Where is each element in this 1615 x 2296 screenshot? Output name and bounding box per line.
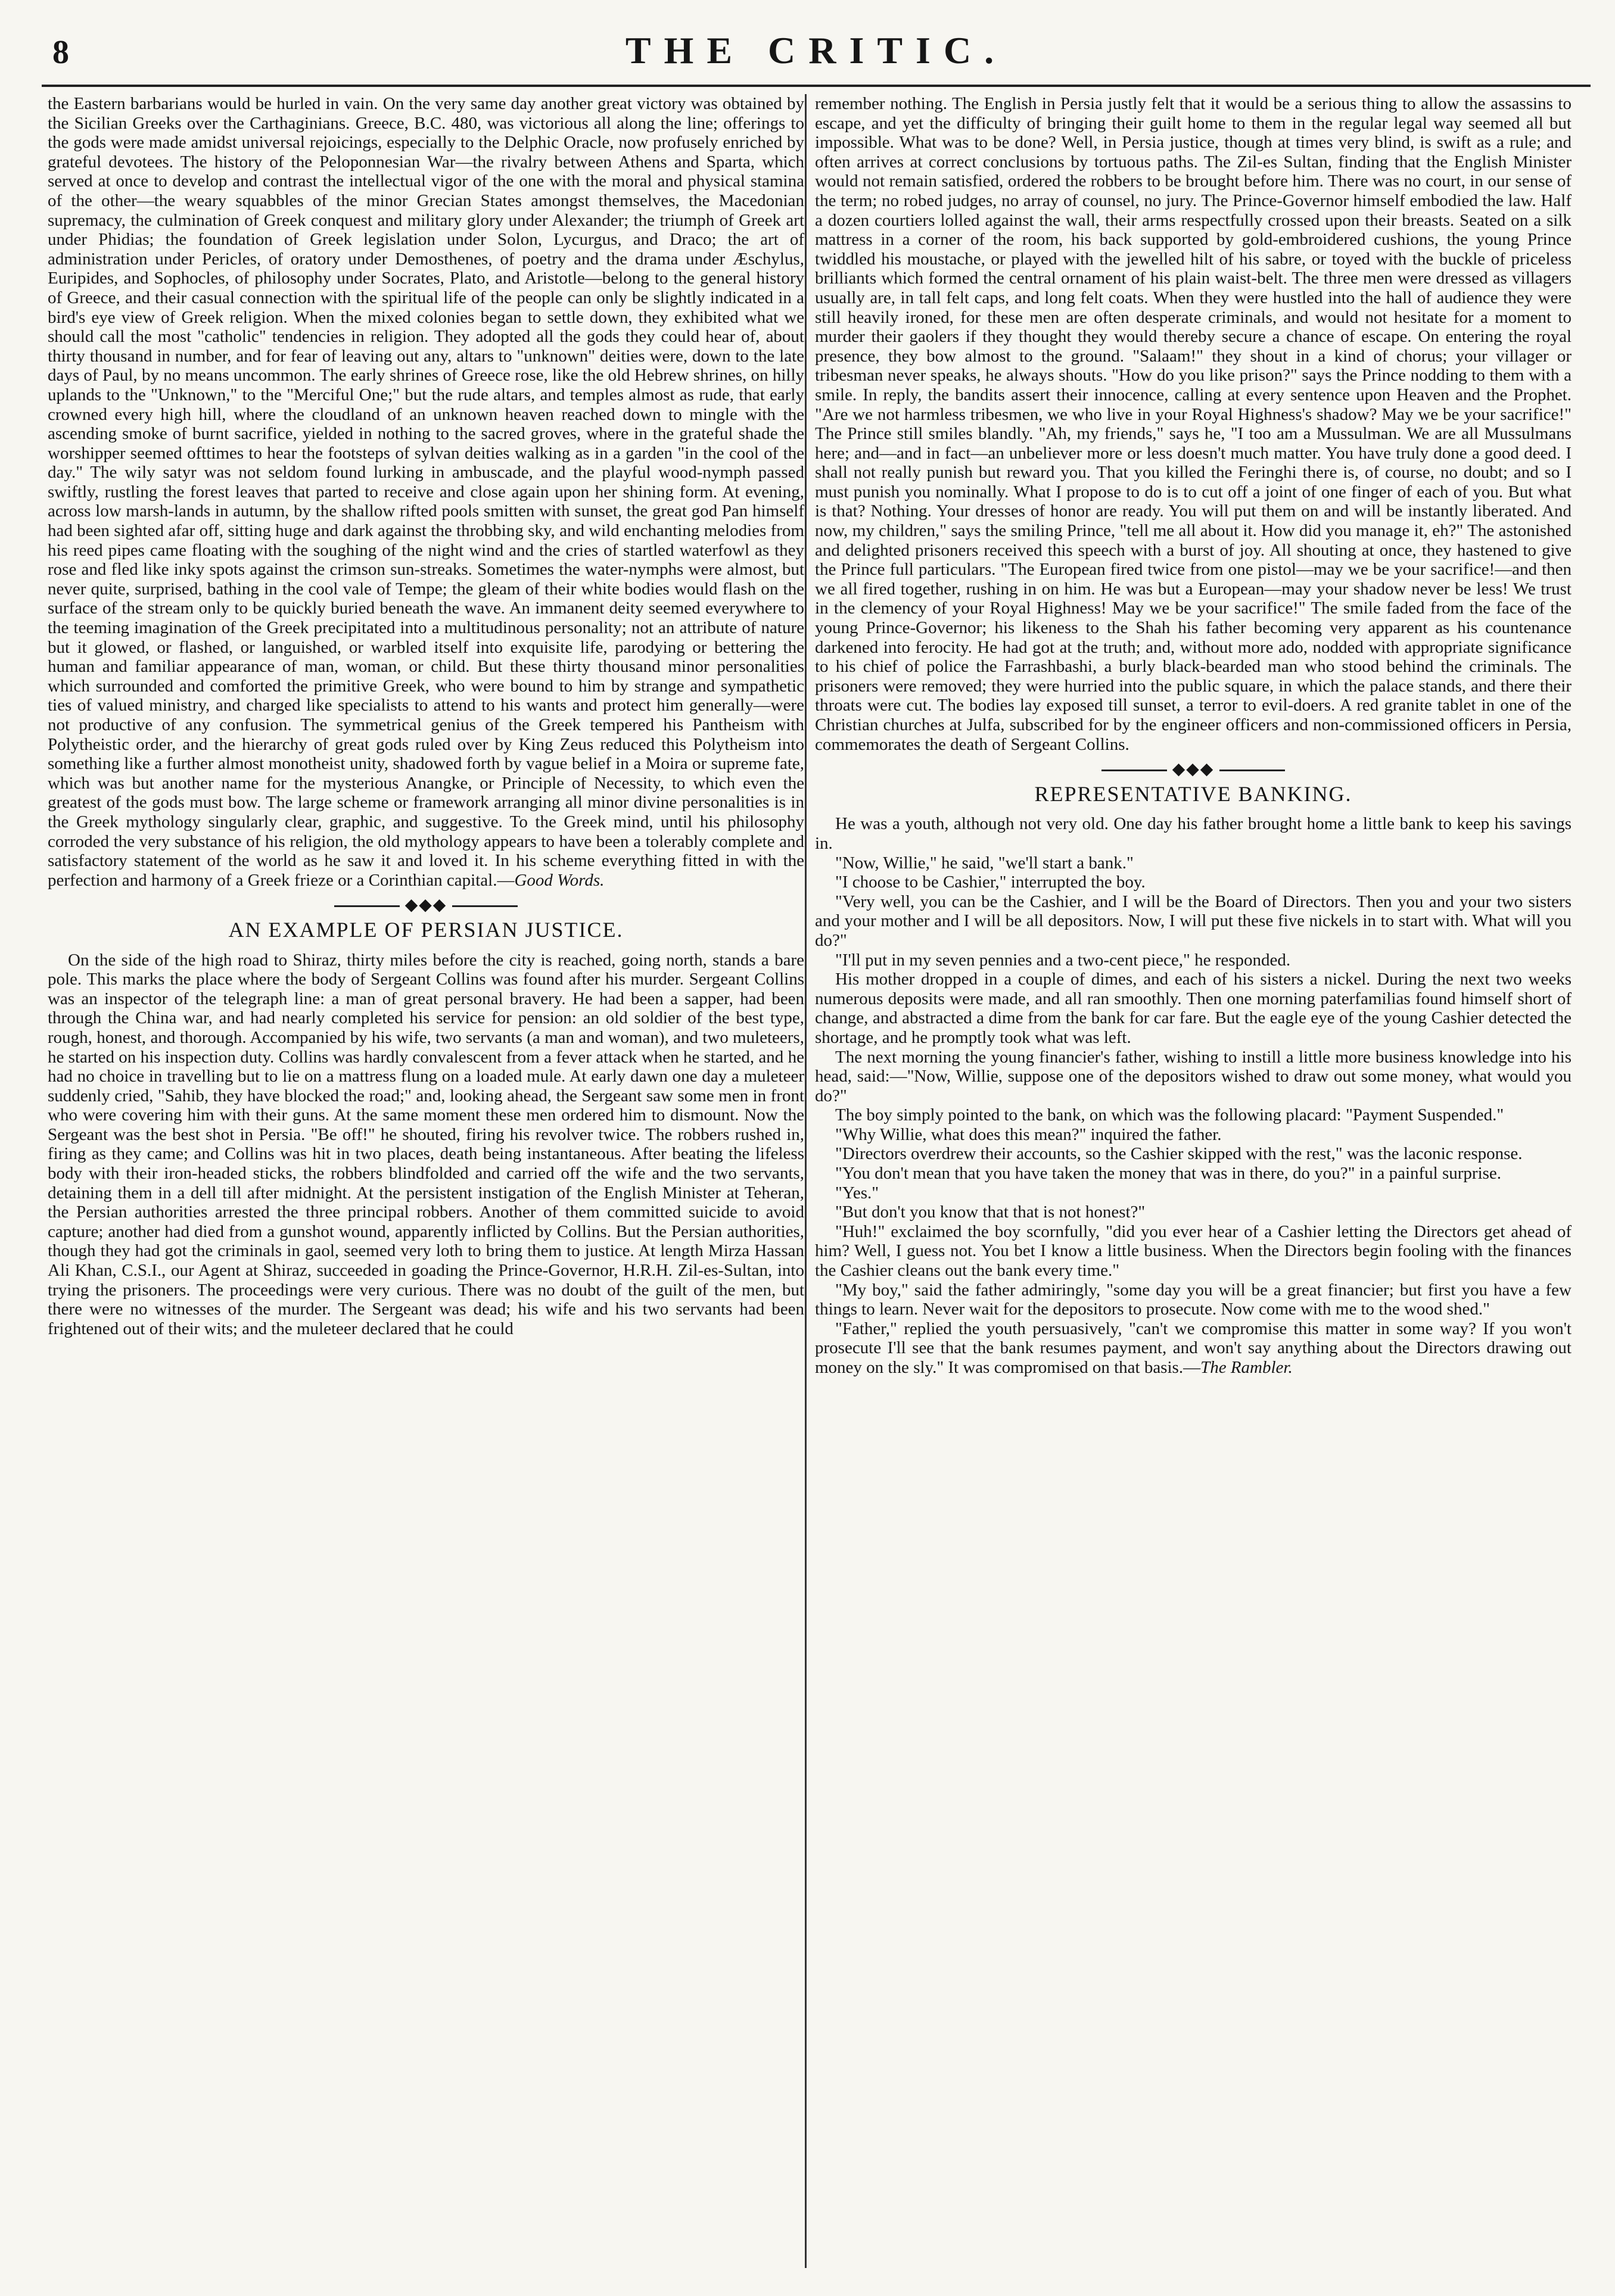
greek-religion-text: the Eastern barbarians would be hurled in vain. On the very same day another great victory was obtained by the Sicilian Greeks over the Carthaginians. Greece, B.C. 480, was victorious all along the line; offerings to the gods were made amidst universal rejoicings, especially to the Delphic Oracle, now profusely enriched by grateful devotees. The history of the Peloponnesian War—the rivalry between Athens and Sparta, which served at once to develop and contrast the intellectual vigor of the one with the moral and physical stamina of the other—the weary squabbles of the minor Grecian States amongst themselves, the Macedonian supremacy, the culmination of Greek conquest and military glory under Alexander; the triumph of Greek art under Phidias; the foundation of Greek legislation under Solon, Lycurgus, and Draco; the art of administration under Pericles, of oratory under Demosthenes, of poetry and the drama under Æschylus, Euripides, and Sophocles, of philosophy under Socrates, Plato, and Aristotle—belong to the general history of Greece, and their casual connection with the spiritual life of the people can only be slightly indicated in a bird's eye view of Greek religion. When the mixed colonies began to settle down, they exhibited what we should call the most "catholic" tendencies in religion. They adopted all the gods they could hear of, about thirty thousand in number, and for fear of leaving out any, altars to "unknown" deities were, down to the late days of Paul, by no means uncommon. The early shrines of Greece rose, like the old Hebrew shrines, on hilly uplands to the "Unknown," to the "Merciful One;" but the rude altars, and temples almost as rude, that early crowned every high hill, where the cloudland of an unknown heaven reached down to mingle with the ascending smoke of burnt sacrifice, yielded in nothing to the sacred groves, where in the grateful shade the worshipper seemed ofttimes to hear the footsteps of sylvan deities walking as in a garden "in the cool of the day." The wily satyr was not seldom found lurking in ambuscade, and the playful wood-nymph passed swiftly, rustling the forest leaves that parted to receive and close again upon her shining form. At evening, across low marsh-lands in autumn, by the shallow rifted pools smitten with sunset, the great god Pan himself had been sighted afar off, sitting huge and dark against the throbbing sky, and wild enchanting melodies from his reed pipes came floating with the soughing of the night wind and the cries of startled waterfowl as they rose and fled like inky spots against the crimson sun-streaks. Sometimes the water-nymphs were almost, but never quite, surprised, bathing in the cool vale of Tempe; the gleam of their white bodies would flash on the surface of the stream only to be quickly buried beneath the wave. An immanent deity seemed everywhere to the teeming imagination of the Greek precipitated into a multitudinous personality; not an attribute of nature but it glowed, or flashed, or languished, or warbled itself into exquisite life, parodying or bettering the human and familiar appearance of man, woman, or child. But these thirty thousand minor personalities which surrounded and comforted the primitive Greek, who were bound to him by strange and sympathetic ties of valued ministry, and charged like specialists to attend to his wants and protect him generally—were not productive of any confusion. The symmetrical genius of the Greek tempered his Pantheism with Polytheistic order, and the hierarchy of great gods ruled over by King Zeus reduced this Polytheism into something like a further almost monotheist unity, shadowed forth by vague belief in a Moira or supreme fate, which was but another name for the mysterious Anangke, or Principle of Necessity, to which even the greatest of the gods must bow. The large scheme or framework arranging all minor divine personalities is in the Greek mythology singularly clear, graphic, and suggestive. To the Greek mind, until his philosophy corroded the very substance of his religion, the old mythology appears to have been a tolerably complete and satisfactory statement of the world as he saw it and loved it. In his scheme everything fitted in with the perfection and harmony of a Greek frieze or a Corinthian capital.— [48,94,804,890]
article-paragraph: "My boy," said the father admiringly, "some day you will be a great financier; but first you have a few things to learn. Never wait for the depositors to prosecute. Now come with me to the wood shed." [815,1280,1572,1319]
article-source: The Rambler. [1200,1358,1293,1377]
article-title: AN EXAMPLE OF PERSIAN JUSTICE. [228,917,624,942]
article-paragraph: "I choose to be Cashier," interrupted the boy. [835,873,1146,892]
article-paragraph: "Very well, you can be the Cashier, and I will be the Board of Directors. Then you and your two sisters and your mother and I will be all depositors. Now, I will put these five nickels in to start with. What will you do?" [815,892,1572,950]
article-paragraph: "Yes." [835,1183,879,1202]
article-paragraph [48,94,804,890]
page-number: 8 [52,34,69,71]
article-title: REPRESENTATIVE BANKING. [1034,781,1352,806]
article-paragraph: His mother dropped in a couple of dimes, and each of his sisters a nickel. During the next two weeks numerous deposits were made, and all ran smoothly. Then one morning paterfamilias found himself short of change, and abstracted a dime from the bank for car fare. But the eagle eye of the young Cashier detected the shortage, and he promptly took what was left. [815,970,1572,1047]
closing-text: "Father," replied the youth persuasively, "can't we compromise this matter in some way? If you won't prosecute I'll see that the bank resumes payment, and won't say anything about the Directors drawing out money on the sly." It was compromised on that basis.— [815,1319,1572,1377]
article-source: Good Words. [514,870,605,890]
column-divider [805,94,807,2268]
section-separator: ◆◆◆ [48,896,804,915]
article-paragraph: He was a youth, although not very old. One day his father brought home a little bank to keep his savings in. [815,814,1572,853]
article-paragraph: "But don't you know that that is not honest?" [835,1202,1146,1222]
article-paragraph: "You don't mean that you have taken the money that was in there, do you?" in a painful surprise. [835,1164,1502,1183]
section-separator: ◆◆◆ [815,760,1572,780]
article-paragraph: On the side of the high road to Shiraz, thirty miles before the city is reached, going north, stands a bare pole. This marks the place where the body of Sergeant Collins was found after his murder. Sergeant Collins was an inspector of the telegraph line: a man of great personal bravery. He had been a sapper, had been through the China war, and had nearly completed his service for pension: an old soldier of the best type, rough, honest, and thorough. Accompanied by his wife, two servants (a man and woman), and two muleteers, he started on his inspection duty. Collins was hardly convalescent from a fever attack when he started, and he had no choice in travelling but to lie on a mattress flung on a loaded mule. At early dawn one day a muleteer suddenly cried, "Sahib, they have blocked the road;" and, looking ahead, the Sergeant saw some men in front who were covering him with their guns. At the same moment these men ordered him to dismount. Now the Sergeant was the best shot in Persia. "Be off!" he shouted, firing his revolver twice. The robbers rushed in, firing as they came; and Collins was hit in two places, death being instantaneous. After beating the lifeless body with their iron-headed sticks, the robbers blindfolded and carried off the wife and the two servants, detaining them in a dell till after midnight. At the persistent instigation of the English Minister at Teheran, the Persian authorities arrested the three principal robbers. Another of them committed suicide to avoid capture; another had died from a gunshot wound, apparently inflicted by Collins. But the Persian authorities, though they had got the criminals in gaol, seemed very loth to bring them to justice. At length Mirza Hassan Ali Khan, C.S.I., our Agent at Shiraz, succeeded in goading the Prince-Governor, H.R.H. Zil-es-Sultan, into trying the prisoners. The proceedings were very curious. There was no doubt of the guilt of the men, but there were no witnesses of the murder. The Sergeant was dead; his wife and his two servants had been frightened out of their wits; and the muleteer declared that he could [48,950,804,1338]
right-column [815,94,1572,1378]
article-paragraph [815,1319,1572,1378]
header-rule [42,85,1591,87]
article-paragraph: "Now, Willie," he said, "we'll start a bank." [835,853,1134,873]
masthead: THE CRITIC. [625,29,1007,71]
article-paragraph: "Why Willie, what does this mean?" inquired the father. [835,1124,1222,1144]
page-header [42,29,1591,82]
article-paragraph: "I'll put in my seven pennies and a two-cent piece," he responded. [835,950,1291,970]
article-paragraph: The boy simply pointed to the bank, on which was the following placard: "Payment Suspended." [835,1105,1504,1125]
article-paragraph: The next morning the young financier's father, wishing to instill a little more business knowledge into his head, said:—"Now, Willie, suppose one of the depositors wished to draw out some money, what would you do?" [815,1047,1572,1105]
article-paragraph: "Huh!" exclaimed the boy scornfully, "did you ever hear of a Cashier letting the Directors get ahead of him? Well, I guess not. You bet I know a little business. When the Directors begin fooling with the finances the Cashier cleans out the bank every time." [815,1222,1572,1281]
left-column [48,94,804,1338]
article-paragraph: "Directors overdrew their accounts, so the Cashier skipped with the rest," was the laconic response. [835,1144,1523,1164]
article-paragraph: remember nothing. The English in Persia justly felt that it would be a serious thing to allow the assassins to escape, and yet the difficulty of bringing their guilt home to them in the regular legal way seemed all but impossible. What was to be done? Well, in Persia justice, though at times very blind, is swift as a rule; and often arrives at correct conclusions by tortuous paths. The Zil-es Sultan, finding that the English Minister would not remain satisfied, ordered the robbers to be brought before him. There was no court, in our sense of the term; no robed judges, no array of counsel, no jury. The Prince-Governor himself embodied the law. Half a dozen courtiers lolled against the wall, their arms respectfully crossed upon their breasts. Seated on a silk mattress in a corner of the room, his back supported by gold-embroidered cushions, the young Prince twiddled his moustache, or played with the jewelled hilt of his sabre, or toyed with the buckle of priceless brilliants which formed the central ornament of his plain waist-belt. The three men were dressed as villagers usually are, in tall felt caps, and long felt coats. When they were hustled into the hall of audience they were still heavily ironed, for these men are often desperate criminals, and would not hesitate for a moment to murder their gaolers if they thought they would thereby secure a chance of escape. On entering the royal presence, they bow almost to the ground. "Salaam!" they shout in a kind of chorus; your villager or tribesman never speaks, he always shouts. "How do you like prison?" says the Prince nodding to them with a smile. In reply, the bandits assert their innocence, calling at every sentence upon Heaven and the Prophet. "Are we not harmless tribesmen, we who live in your Royal Highness's shadow? May we be your sacrifice!" The Prince still smiles blandly. "Ah, my friends," says he, "I too am a Mussulman. We are all Mussulmans here; and—and in fact—an unbeliever more or less doesn't much matter. You have truly done a good deed. I shall not really punish but reward you. That you killed the Feringhi there is, of course, no doubt; and so I must punish you nominally. What I propose to do is to cut off a joint of one finger of each of you. But what is that? Nothing. Your dresses of honor are ready. You will put them on and will be instantly liberated. And now, my children," says the smiling Prince, "tell me all about it. How did you manage it, eh?" The astonished and delighted prisoners received this speech with a burst of joy. All shouting at once, they hastened to give the Prince full particulars. "The European fired twice from one pistol—may we be your sacrifice!—and then we all fired together, rushing in on him. He was but a European—may your shadow never be less! We trust in the clemency of your Royal Highness! May we be your sacrifice!" The smile faded from the face of the young Prince-Governor; his likeness to the Shah his father becoming very apparent as his countenance darkened into ferocity. He had got at the truth; and, without more ado, nodded with appropriate significance to his chief of police the Farrashbashi, a burly black-bearded man who stood behind the criminals. The prisoners were removed; they were hurried into the public square, in which the palace stands, and there their throats were cut. The bodies lay exposed till sunset, a terror to evil-doers. A red granite tablet in one of the Christian churches at Julfa, subscribed for by the engineer officers and non-commissioned officers in Persia, commemorates the death of Sergeant Collins. [815,94,1572,754]
